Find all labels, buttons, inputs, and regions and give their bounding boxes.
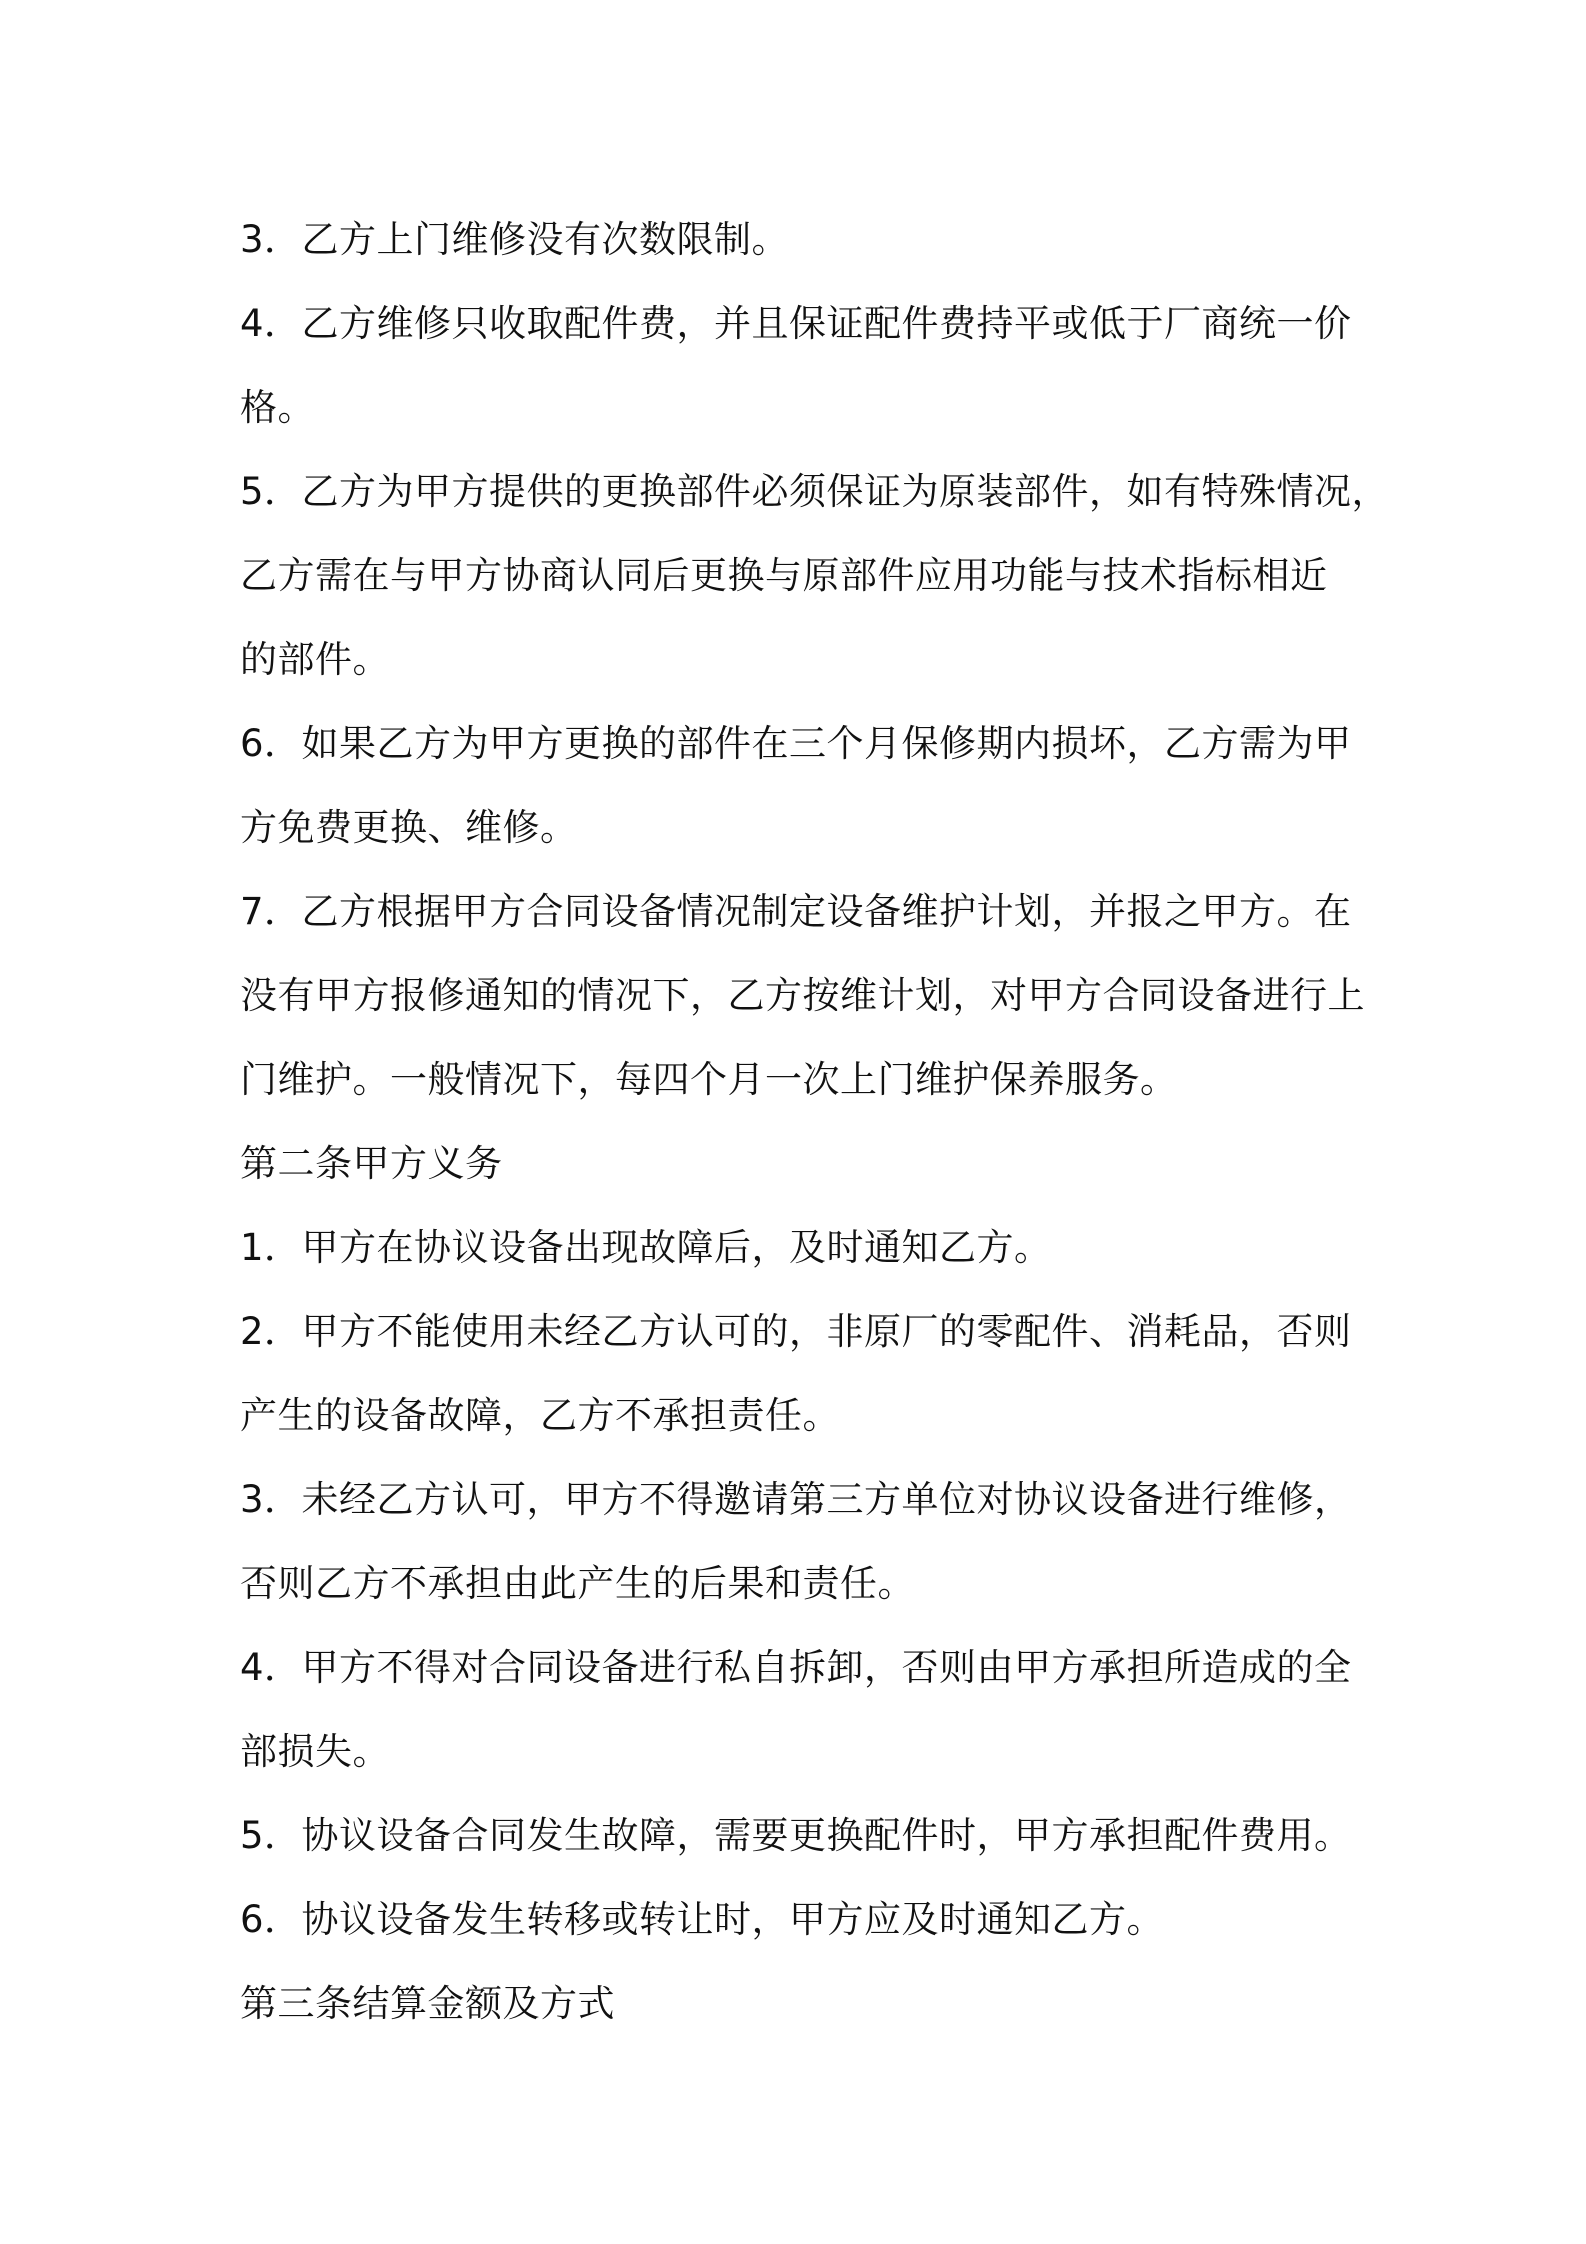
text-line: 否则乙方不承担由此产生的后果和责任。 xyxy=(240,1562,915,1605)
text-line: 5．协议设备合同发生故障，需要更换配件时，甲方承担配件费用。 xyxy=(240,1814,1352,1857)
section-heading: 第二条甲方义务 xyxy=(240,1142,503,1185)
text-line: 3．乙方上门维修没有次数限制。 xyxy=(240,218,790,261)
text-line: 没有甲方报修通知的情况下，乙方按维计划，对甲方合同设备进行上 xyxy=(240,974,1365,1017)
text-line: 3．未经乙方认可，甲方不得邀请第三方单位对协议设备进行维修， xyxy=(240,1478,1352,1521)
text-line: 部损失。 xyxy=(240,1730,390,1773)
text-line: 的部件。 xyxy=(240,638,390,681)
text-line: 6．如果乙方为甲方更换的部件在三个月保修期内损坏，乙方需为甲 xyxy=(240,722,1352,765)
text-line: 6．协议设备发生转移或转让时，甲方应及时通知乙方。 xyxy=(240,1898,1165,1941)
text-line: 7．乙方根据甲方合同设备情况制定设备维护计划，并报之甲方。在 xyxy=(240,890,1352,933)
text-line: 门维护。一般情况下，每四个月一次上门维护保养服务。 xyxy=(240,1058,1178,1101)
text-line: 乙方需在与甲方协商认同后更换与原部件应用功能与技术指标相近 xyxy=(240,554,1328,597)
text-line: 产生的设备故障，乙方不承担责任。 xyxy=(240,1394,840,1437)
text-line: 5．乙方为甲方提供的更换部件必须保证为原装部件，如有特殊情况， xyxy=(240,470,1390,513)
text-line: 2．甲方不能使用未经乙方认可的，非原厂的零配件、消耗品，否则 xyxy=(240,1310,1352,1353)
text-line: 4．乙方维修只收取配件费，并且保证配件费持平或低于厂商统一价 xyxy=(240,302,1352,345)
document-body xyxy=(240,198,1390,2046)
text-line: 1．甲方在协议设备出现故障后，及时通知乙方。 xyxy=(240,1226,1052,1269)
text-line: 格。 xyxy=(240,386,315,429)
section-heading: 第三条结算金额及方式 xyxy=(240,1982,615,2025)
text-line: 4．甲方不得对合同设备进行私自拆卸，否则由甲方承担所造成的全 xyxy=(240,1646,1352,1689)
text-line: 方免费更换、维修。 xyxy=(240,806,578,849)
